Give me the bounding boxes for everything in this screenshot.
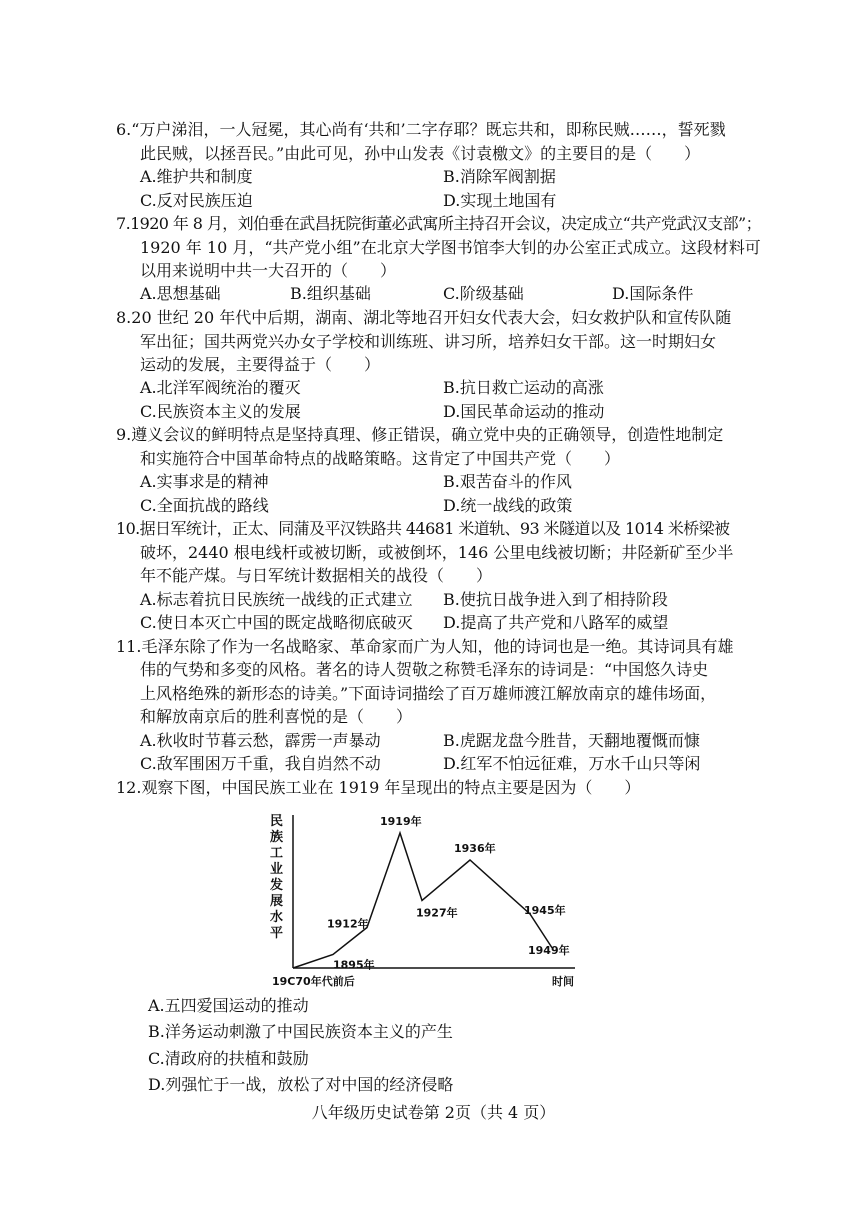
- question-10-line-2: 破坏，2440 根电线杆或被切断，或被倒坏，146 公里电线被切断；井陉新矿至少半: [140, 543, 734, 562]
- question-11-line-2: 伟的气势和多变的风格。著名的诗人贺敬之称赞毛泽东的诗词是：“中国悠久诗史: [140, 660, 709, 679]
- option-7b: B.组织基础: [290, 284, 371, 303]
- chart-point-label: 1945年: [524, 904, 566, 917]
- option-8d: D.国民革命运动的推动: [443, 402, 605, 421]
- chart-xlabel: 时间: [552, 975, 574, 988]
- option-9b: B.艰苦奋斗的作风: [443, 472, 572, 491]
- option-8c: C.民族资本主义的发展: [140, 402, 301, 421]
- question-11-line-4: 和解放南京后的胜利喜悦的是（ ）: [140, 707, 413, 726]
- option-10a: A.标志着抗日民族统一战线的正式建立: [140, 590, 413, 609]
- chart-point-label: 1895年: [333, 958, 375, 972]
- chart-point-label: 1949年: [528, 943, 570, 957]
- option-6c: C.反对民族压迫: [140, 191, 253, 210]
- option-10b: B.使抗日战争进入到了相持阶段: [443, 590, 668, 609]
- question-7-line-3: 以用来说明中共一大召开的（ ）: [140, 261, 397, 280]
- option-12b: B.洋务运动刺激了中国民族资本主义的产生: [148, 1022, 453, 1041]
- question-6-line-1: 6.“万户涕泪，一人冠冕，其心尚有‘共和’二字存耶？既忘共和，即称民贼……，誓死戮: [116, 120, 726, 139]
- question-8-line-1: 8.20 世纪 20 年代中后期，湖南、湖北等地召开妇女代表大会，妇女救护队和宣传队随: [116, 308, 732, 327]
- question-7-line-1: 7.1920 年 8 月，刘伯垂在武昌抚院街董必武寓所主持召开会议，决定成立“共产党武汉支部”；: [116, 214, 761, 233]
- option-11c: C.敌军围困万千重，我自岿然不动: [140, 754, 381, 773]
- question-6-line-2: 此民贼，以拯吾民。”由此可见，孙中山发表《讨袁檄文》的主要目的是（ ）: [140, 144, 701, 163]
- option-9d: D.统一战线的政策: [443, 496, 573, 515]
- chart-ylabel-char: 业: [270, 862, 284, 877]
- question-11-line-3: 上风格绝殊的新形态的诗美。”下面诗词描绘了百万雄师渡江解放南京的雄伟场面，: [140, 684, 717, 703]
- chart-point-label: 1927年: [416, 906, 458, 920]
- chart-point-label: 1912年: [327, 917, 369, 931]
- option-12d: D.列强忙于一战，放松了对中国的经济侵略: [148, 1075, 454, 1094]
- option-7c: C.阶级基础: [443, 284, 524, 303]
- question-9-line-2: 和实施符合中国革命特点的战略策略。这肯定了中国共产党（ ）: [140, 449, 621, 468]
- option-7d: D.国际条件: [612, 284, 694, 303]
- option-6a: A.维护共和制度: [140, 167, 253, 186]
- option-9c: C.全面抗战的路线: [140, 496, 269, 515]
- chart-point-label: 1936年: [454, 842, 496, 855]
- option-10d: D.提高了共产党和八路军的威望: [443, 613, 669, 632]
- option-12a: A.五四爱国运动的推动: [148, 996, 309, 1015]
- chart-ylabel-char: 水: [270, 910, 284, 925]
- option-7a: A.思想基础: [140, 284, 221, 303]
- chart-ylabel-char: 工: [270, 846, 284, 861]
- question-12-line-1: 12.观察下图，中国民族工业在 1919 年呈现出的特点主要是因为（ ）: [116, 778, 641, 797]
- chart-ylabel-char: 发: [270, 878, 284, 893]
- option-8a: A.北洋军阀统治的覆灭: [140, 378, 301, 397]
- chart-point-label: 1919年: [380, 815, 422, 828]
- option-9a: A.实事求是的精神: [140, 472, 269, 491]
- question-8-line-3: 运动的发展，主要得益于（ ）: [140, 355, 381, 374]
- question-8-line-2: 军出征；国共两党兴办女子学校和训练班、讲习所，培养妇女干部。这一时期妇女: [140, 332, 717, 351]
- chart-x-start-label: 19C70年代前后: [272, 975, 355, 988]
- option-8b: B.抗日救亡运动的高涨: [443, 378, 604, 397]
- chart-ylabel-char: 展: [270, 894, 284, 909]
- chart-ylabel-char: 平: [270, 926, 284, 941]
- chart-ylabel-char: 民: [270, 814, 284, 829]
- option-11b: B.虎踞龙盘今胜昔，天翻地覆慨而慷: [443, 731, 700, 750]
- question-9-line-1: 9.遵义会议的鲜明特点是坚持真理、修正错误，确立党中央的正确领导，创造性地制定: [116, 425, 724, 444]
- option-6d: D.实现土地国有: [443, 191, 557, 210]
- page-footer: 八年级历史试卷第 2页（共 4 页）: [311, 1103, 556, 1122]
- option-6b: B.消除军阀割据: [443, 167, 556, 186]
- question-10-line-1: 10.据日军统计，正太、同蒲及平汉铁路共 44681 米道轨、93 米隧道以及 1014 米桥梁被: [116, 519, 730, 538]
- chart-series-line: [293, 833, 552, 968]
- question-11-line-1: 11.毛泽东除了作为一名战略家、革命家而广为人知，他的诗词也是一绝。其诗词具有雄: [116, 637, 734, 656]
- option-11a: A.秋收时节暮云愁，霹雳一声暴动: [140, 731, 381, 750]
- option-11d: D.红军不怕远征难，万水千山只等闲: [443, 754, 701, 773]
- question-7-line-2: 1920 年 10 月，“共产党小组”在北京大学图书馆李大钊的办公室正式成立。这段材料可: [140, 238, 761, 257]
- industry-development-chart: [250, 805, 600, 995]
- option-10c: C.使日本灭亡中国的既定战略彻底破灭: [140, 613, 413, 632]
- question-10-line-3: 年不能产煤。与日军统计数据相关的战役（ ）: [140, 566, 493, 585]
- option-12c: C.清政府的扶植和鼓励: [148, 1049, 309, 1068]
- chart-ylabel-char: 族: [270, 830, 284, 845]
